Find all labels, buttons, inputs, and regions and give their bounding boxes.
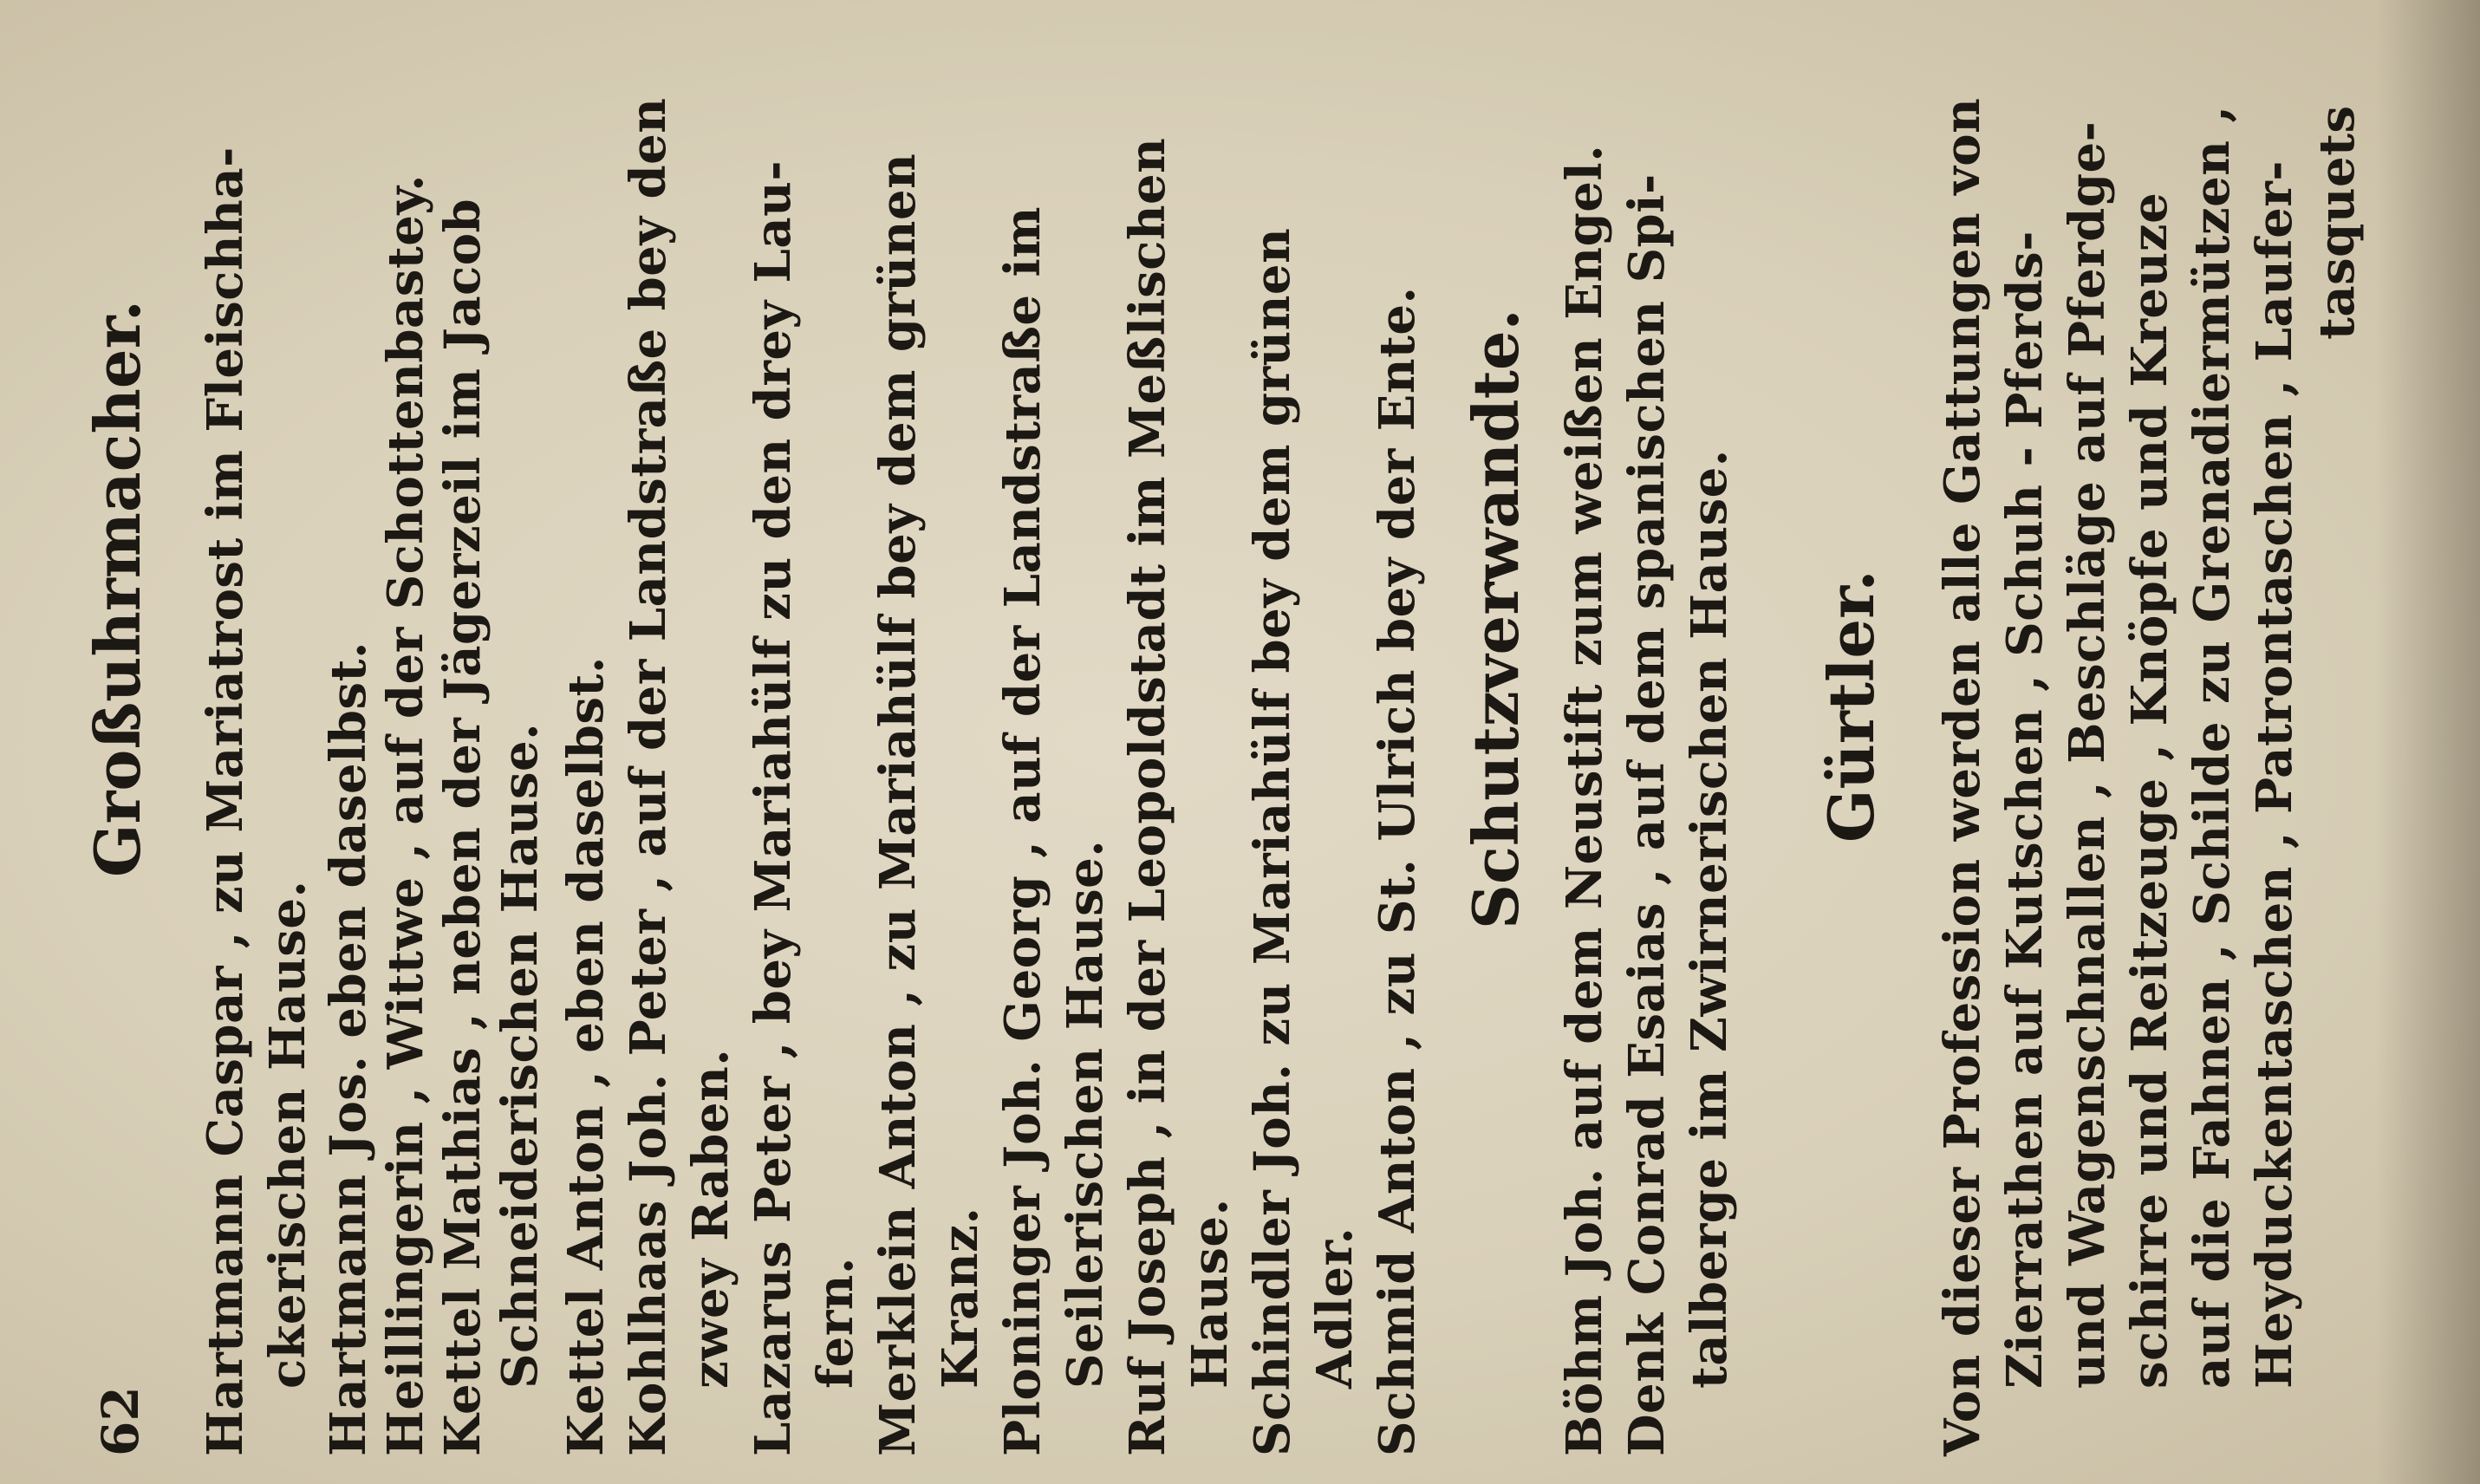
entry-line: ckerischen Hause. xyxy=(259,880,316,1389)
entry-line: Hartmann Caspar , zu Mariatrost im Fleischha- xyxy=(197,146,254,1456)
entry-line: Merklein Anton , zu Mariahülf bey dem grünen xyxy=(869,153,927,1456)
paragraph-line: Von dieser Profession werden alle Gattungen von xyxy=(1934,97,1991,1456)
entry-line: Schindler Joh. zu Mariahülf bey dem grünen xyxy=(1244,227,1301,1456)
entry-line: Kranz. xyxy=(932,1207,989,1389)
page-number: 62 xyxy=(91,1386,150,1456)
paragraph-line: schirre und Reitzeuge , Knöpfe und Kreuze xyxy=(2121,192,2178,1389)
entry-line: Hause. xyxy=(1181,1198,1239,1389)
entry-line: Schneiderischen Hause. xyxy=(491,722,549,1389)
entry-line: Hartmann Jos. eben daselbst. xyxy=(320,641,377,1456)
running-title: Großuhrmacher. xyxy=(81,300,154,877)
entry-line: Kettel Mathias , neben der Jägerzeil im Jacob xyxy=(434,198,491,1456)
entry-line: Adler. xyxy=(1306,1227,1364,1389)
catchword: tasquets xyxy=(2308,105,2366,340)
entry-line: Seilerischen Hause. xyxy=(1057,839,1114,1389)
paragraph-line: Zierrathen auf Kutschen , Schuh - Pferds- xyxy=(1996,231,2054,1389)
entry-line: zwey Raben. xyxy=(682,1048,739,1389)
entry-line: fern. xyxy=(807,1257,864,1389)
paragraph-line: auf die Fahnen , Schilde zu Grenadiermützen , xyxy=(2184,105,2241,1389)
entry-line: Heillingerin , Wittwe , auf der Schottenbastey. xyxy=(377,174,434,1456)
entry-line: talberge im Zwirnerischen Hause. xyxy=(1681,449,1738,1389)
paragraph-line: Heyduckentaschen , Patrontaschen , Laufer- xyxy=(2246,159,2303,1389)
entry-line: Kohlhaas Joh. Peter , auf der Landstraße bey den xyxy=(620,97,677,1456)
section-heading-schutzverwandte: Schutzverwandte. xyxy=(1459,309,1533,929)
entry-line: Ploninger Joh. Georg , auf der Landstraße im xyxy=(994,205,1051,1456)
section-heading-guertler: Gürtler. xyxy=(1814,570,1888,843)
entry-line: Denk Conrad Esaias , auf dem spanischen Spi- xyxy=(1618,173,1676,1456)
entry-line: Lazarus Peter , bey Mariahülf zu den drey Lau- xyxy=(745,159,802,1456)
entry-line: Böhm Joh. auf dem Neustift zum weißen Engel. xyxy=(1556,144,1613,1456)
entry-line: Ruf Joseph , in der Leopoldstadt im Meßlischen xyxy=(1119,137,1176,1456)
entry-line: Kettel Anton , eben daselbst. xyxy=(557,656,615,1456)
paragraph-line: und Wagenschnallen , Beschläge auf Pferdge- xyxy=(2059,120,2116,1389)
entry-line: Schmid Anton , zu St. Ulrich bey der Ente. xyxy=(1369,286,1426,1456)
